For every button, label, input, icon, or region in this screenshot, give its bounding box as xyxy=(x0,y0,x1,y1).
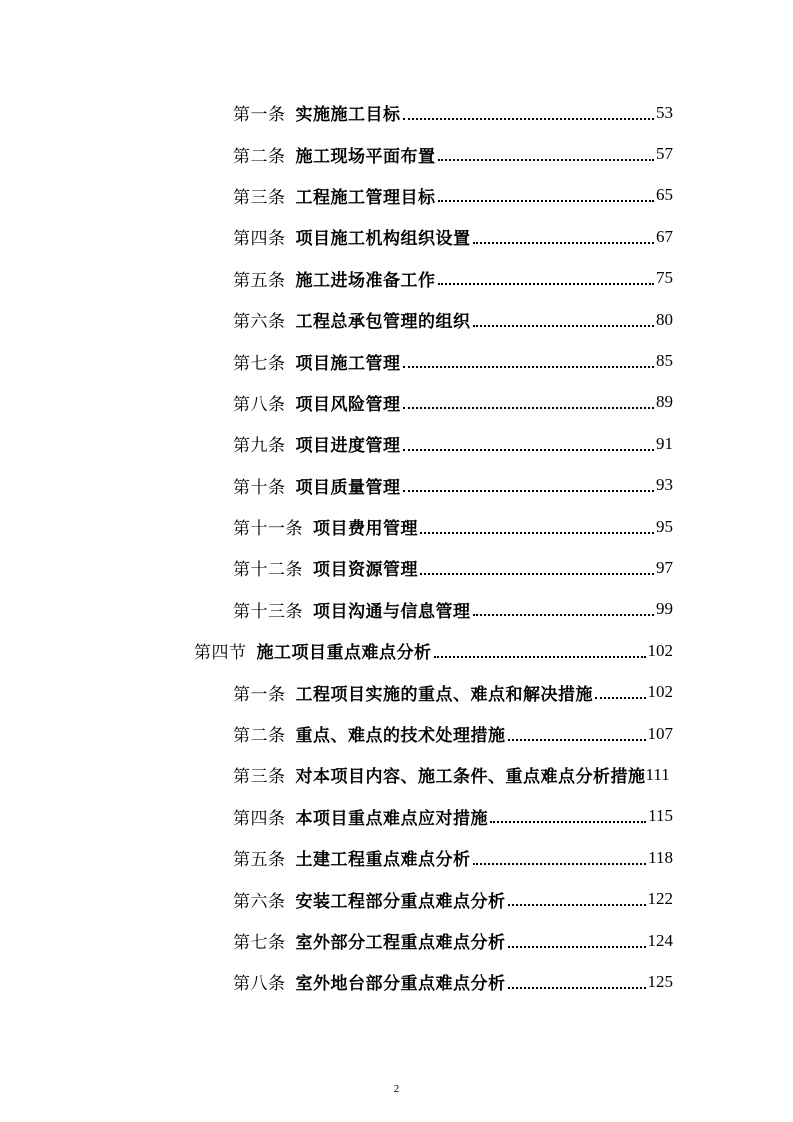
toc-entry-number: 第一条 xyxy=(233,105,286,126)
toc-section-title: 施工项目重点难点分析 xyxy=(256,643,432,664)
toc-entry-page: 75 xyxy=(656,268,673,288)
toc-entry-page: 57 xyxy=(656,144,673,164)
toc-entry-title: 工程项目实施的重点、难点和解决措施 xyxy=(295,684,593,705)
toc-leader-dots xyxy=(420,569,654,575)
toc-entry-number: 第七条 xyxy=(233,933,286,953)
toc-leader-dots xyxy=(473,238,655,244)
toc-entry-page: 118 xyxy=(648,847,673,867)
toc-leader-dots xyxy=(403,403,655,409)
toc-entry-title: 工程施工管理目标 xyxy=(295,187,436,208)
toc-entry-number: 第十二条 xyxy=(233,560,303,581)
toc-leader-dots xyxy=(508,735,646,741)
toc-entry-title: 项目沟通与信息管理 xyxy=(313,601,471,622)
toc-entry[interactable] xyxy=(233,547,673,588)
toc-entry-title: 项目施工机构组织设置 xyxy=(295,229,471,250)
toc-entry[interactable] xyxy=(233,258,673,299)
toc-entry-number: 第十三条 xyxy=(233,601,303,622)
toc-entry-title: 本项目重点难点应对措施 xyxy=(295,808,488,829)
toc-entry-title: 项目施工管理 xyxy=(295,353,401,374)
toc-entry-title: 项目费用管理 xyxy=(313,519,418,540)
toc-entry[interactable] xyxy=(233,920,673,961)
toc-entry-number: 第五条 xyxy=(233,270,286,291)
toc-leader-dots xyxy=(473,859,647,865)
toc-leader-dots xyxy=(508,900,646,906)
toc-entry-title: 对本项目内容、施工条件、重点难点分析措施 xyxy=(295,767,646,788)
toc-entry-number: 第四条 xyxy=(233,229,286,250)
toc-leader-dots xyxy=(438,155,655,161)
toc-entry[interactable] xyxy=(233,506,673,547)
toc-entry[interactable] xyxy=(233,299,673,340)
toc-entry-title: 项目进度管理 xyxy=(295,436,401,457)
toc-entry[interactable] xyxy=(233,216,673,257)
toc-leader-dots xyxy=(403,445,655,451)
toc-entry-page: 122 xyxy=(647,889,673,909)
toc-entry-title: 施工进场准备工作 xyxy=(295,270,436,291)
toc-entry-page: 85 xyxy=(656,351,673,371)
toc-entry-page: 102 xyxy=(647,682,673,702)
toc-section-number: 第四节 xyxy=(194,643,247,664)
toc-entry-number: 第三条 xyxy=(233,767,286,788)
toc-leader-dots xyxy=(508,942,646,948)
page-number: 2 xyxy=(393,1083,400,1095)
toc-entry[interactable] xyxy=(233,92,673,133)
toc-entry-page: 97 xyxy=(656,557,673,577)
toc-leader-dots xyxy=(403,114,655,120)
toc-entry-title: 室外地台部分重点难点分析 xyxy=(295,974,506,995)
toc-entry[interactable] xyxy=(233,423,673,464)
toc-leader-dots xyxy=(438,279,655,285)
toc-entry[interactable] xyxy=(233,589,673,630)
toc-leader-dots xyxy=(434,652,646,658)
toc-entry-page: 124 xyxy=(647,930,673,950)
toc-entry-page: 65 xyxy=(656,185,673,205)
toc-entry-number: 第七条 xyxy=(233,353,286,374)
toc-entry-title: 项目质量管理 xyxy=(295,477,401,498)
toc-entry-title: 室外部分工程重点难点分析 xyxy=(295,933,506,953)
toc-entry-page: 91 xyxy=(656,433,673,453)
toc-entry-number: 第十条 xyxy=(233,477,286,498)
toc-entry[interactable] xyxy=(233,878,673,919)
toc-entry-number: 第五条 xyxy=(233,850,286,871)
toc-entry-page: 111 xyxy=(645,764,670,784)
toc-leader-dots xyxy=(403,362,655,368)
toc-entry-title: 实施施工目标 xyxy=(295,105,401,126)
toc-entry-title: 重点、难点的技术处理措施 xyxy=(295,726,506,747)
toc-entry-number: 第八条 xyxy=(233,974,286,995)
toc-entry-page: 115 xyxy=(648,806,673,826)
toc-entry-number: 第二条 xyxy=(233,726,286,747)
toc-entry-number: 第三条 xyxy=(233,187,286,208)
toc-leader-dots xyxy=(420,528,654,534)
toc-entry[interactable] xyxy=(233,754,673,795)
toc-entry-title: 土建工程重点难点分析 xyxy=(295,850,471,871)
toc-entry-page: 125 xyxy=(647,971,673,991)
toc-entry-title: 项目资源管理 xyxy=(313,560,418,581)
toc-entry-title: 项目风险管理 xyxy=(295,394,401,415)
toc-entry[interactable] xyxy=(233,133,673,174)
toc-entry-page: 95 xyxy=(656,516,673,536)
toc-entry-number: 第六条 xyxy=(233,312,286,333)
toc-entry-number: 第一条 xyxy=(233,684,286,705)
table-of-contents xyxy=(0,92,793,1003)
toc-leader-dots xyxy=(508,983,646,989)
toc-entry-page: 67 xyxy=(656,226,673,246)
toc-entry-page: 93 xyxy=(656,475,673,495)
toc-entry[interactable] xyxy=(233,837,673,878)
toc-leader-dots xyxy=(490,817,646,823)
toc-entry[interactable] xyxy=(233,465,673,506)
toc-leader-dots xyxy=(595,693,646,699)
toc-entry-page: 107 xyxy=(647,723,673,743)
toc-entry-page: 99 xyxy=(656,599,673,619)
toc-section-entry[interactable] xyxy=(194,630,673,671)
toc-entry-page: 80 xyxy=(656,309,673,329)
toc-entry-number: 第二条 xyxy=(233,146,286,167)
toc-entry[interactable] xyxy=(233,796,673,837)
toc-leader-dots xyxy=(473,610,655,616)
toc-entry-number: 第四条 xyxy=(233,808,286,829)
toc-entry[interactable] xyxy=(233,713,673,754)
toc-entry-number: 第十一条 xyxy=(233,519,303,540)
toc-entry-title: 安装工程部分重点难点分析 xyxy=(295,891,506,912)
toc-leader-dots xyxy=(438,196,655,202)
toc-leader-dots xyxy=(403,486,655,492)
toc-entry[interactable] xyxy=(233,382,673,423)
toc-entry-title: 工程总承包管理的组织 xyxy=(295,312,471,333)
toc-entry-number: 第九条 xyxy=(233,436,286,457)
toc-entry[interactable] xyxy=(233,671,673,712)
toc-entry-title: 施工现场平面布置 xyxy=(295,146,436,167)
toc-entry-page: 89 xyxy=(656,392,673,412)
toc-entry-page: 53 xyxy=(656,102,673,122)
toc-entry[interactable] xyxy=(233,961,673,1002)
toc-entry-number: 第八条 xyxy=(233,394,286,415)
toc-entry[interactable] xyxy=(233,175,673,216)
toc-entry[interactable] xyxy=(233,340,673,381)
toc-leader-dots xyxy=(473,321,655,327)
toc-section-page: 102 xyxy=(647,640,673,660)
toc-entry-number: 第六条 xyxy=(233,891,286,912)
